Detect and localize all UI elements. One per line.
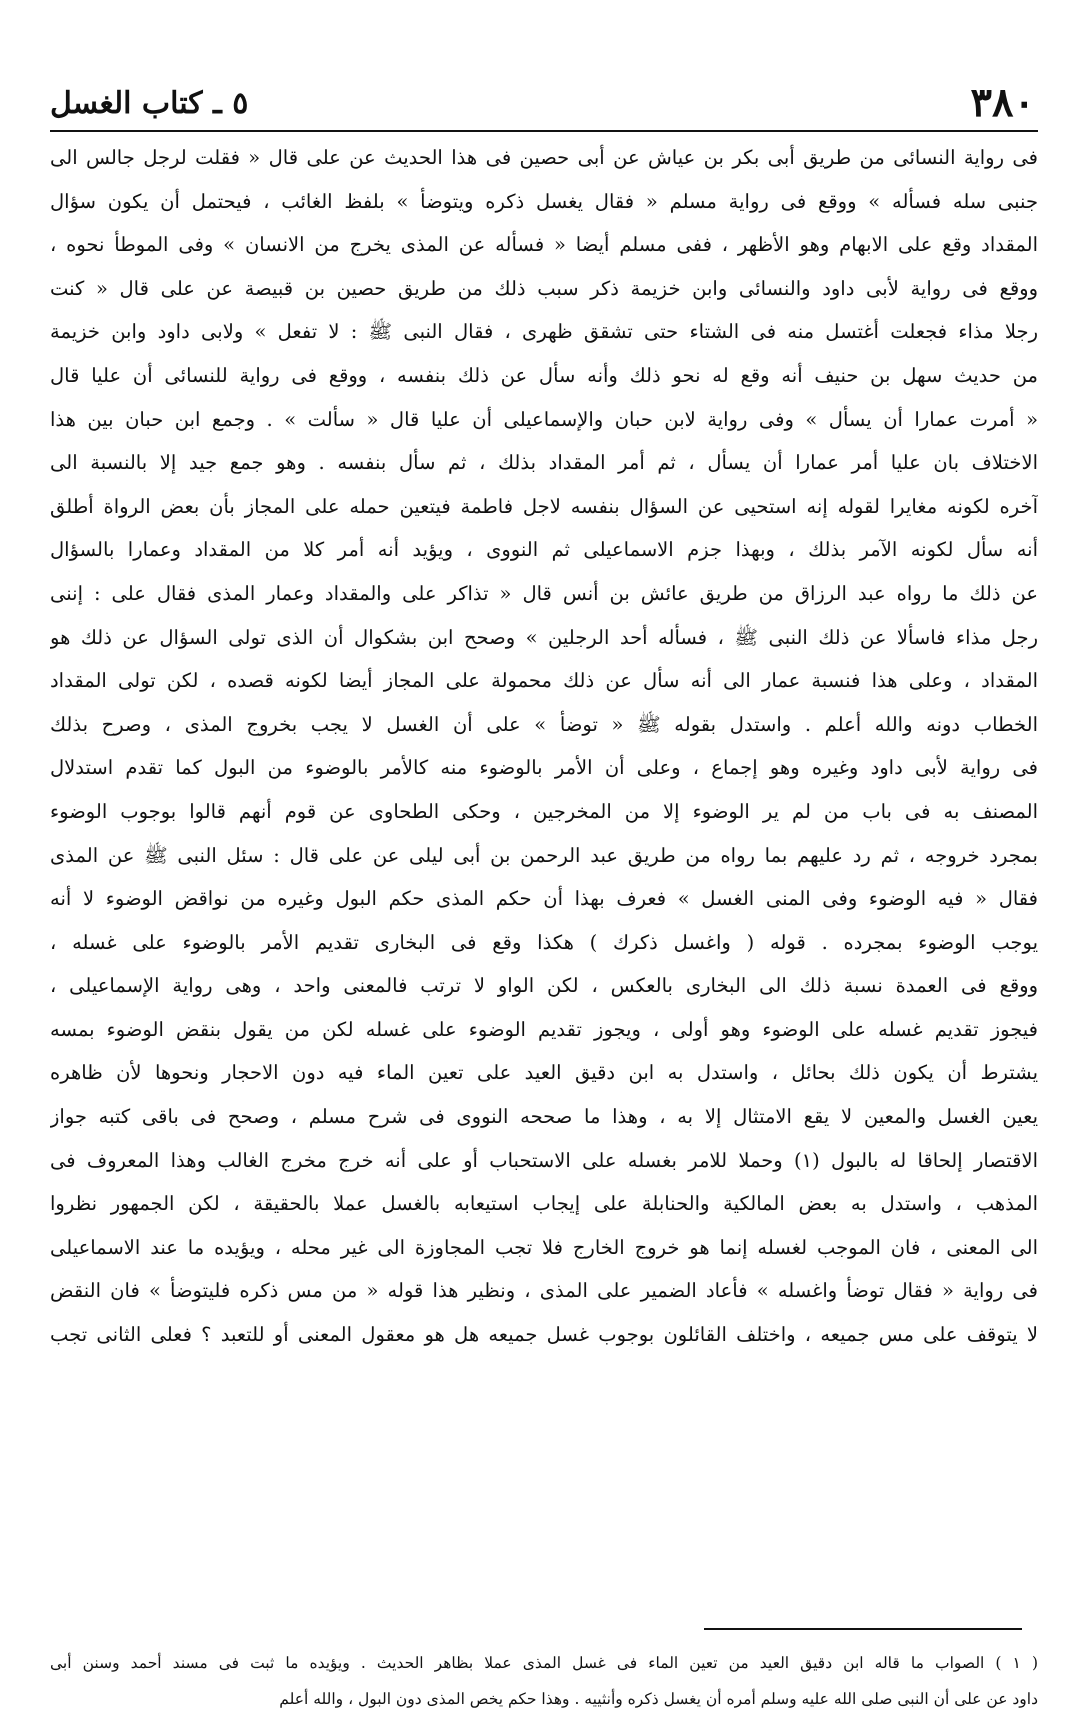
text-line: جنبى سله فسأله » ووقع فى رواية مسلم « فقال يغسل ذكره ويتوضأ » بلفظ الغائب ، فيحتمل أن يكون سؤال bbox=[50, 189, 1038, 213]
footnotes bbox=[50, 1645, 1038, 1717]
text-line: آخره لكونه مغايرا لقوله إنه استحيى عن السؤال بنفسه لاجل فاطمة فيتعين حمله على المجاز بأن بعض الرواة أطلق bbox=[50, 494, 1038, 518]
text-line: ووقع فى رواية لأبى داود والنسائى وابن خزيمة ذكر سبب ذلك من طريق حصين بن قبيصة عن على قال « كنت bbox=[50, 276, 1038, 300]
text-line: الى المعنى ، فان الموجب لغسله إنما هو خروج الخارج فلا تجب المجاوزة الى غير محله ، ويؤيده ما عند الاسماعيلى bbox=[50, 1235, 1038, 1259]
page-header bbox=[50, 78, 1035, 128]
text-line: رجلا مذاء فجعلت أغتسل منه فى الشتاء حتى تشقق ظهرى ، فقال النبى ﷺ : لا تفعل » ولابى داود وابن خزيمة bbox=[50, 320, 1038, 344]
text-line: بمجرد خروجه ، ثم رد عليهم بما رواه من طريق عبد الرحمن بن أبى ليلى عن على قال : سئل النبى ﷺ عن المذى bbox=[50, 843, 1038, 867]
footnote-line: داود عن على أن النبى صلى الله عليه وسلم أمره أن يغسل ذكره وأنثييه . وهذا حكم يخص المذى دون البول ، والله أعلم bbox=[279, 1690, 1038, 1708]
text-line: فى رواية لأبى داود وغيره وهو إجماع ، وعلى أن الأمر بالوضوء منه كالأمر بالوضوء من البول كما تقدم استدلال bbox=[50, 756, 1038, 780]
text-line: الاختلاف بان عليا أمر عمارا أن يسأل ، ثم أمر المقداد بذلك ، ثم سأل بنفسه . وهو جمع جيد إلا بالنسبة الى bbox=[50, 451, 1038, 475]
text-line: المذهب ، واستدل به بعض المالكية والحنابلة على إيجاب استيعابه بالغسل عملا بالحقيقة ، لكن الجمهور نظروا bbox=[50, 1192, 1038, 1216]
text-line: فيجوز تقديم غسله على الوضوء وهو أولى ، ويجوز تقديم الوضوء على غسله لكن من يقول بنقض الوضوء بمسه bbox=[50, 1017, 1038, 1041]
text-line: الخطاب دونه والله أعلم . واستدل بقوله ﷺ « توضأ » على أن الغسل لا يجب بخروج المذى ، وصرح بذلك bbox=[50, 712, 1038, 736]
text-line: المقداد ، وعلى هذا فنسبة عمار الى أنه سأل عن ذلك محمولة على المجاز أيضا لكونه قصده ، لكن تولى المقداد bbox=[50, 669, 1038, 693]
text-line: يعين الغسل والمعين لا يقع الامتثال إلا به ، وهذا ما صححه النووى فى شرح مسلم ، وصحح فى باقى كتبه جواز bbox=[50, 1105, 1038, 1129]
footnote-line: ( ١ ) الصواب ما قاله ابن دقيق العيد من تعين الماء فى غسل المذى عملا بظاهر الحديث . ويؤيده ما ثبت فى مسند أحمد وسنن أبى bbox=[50, 1654, 1038, 1672]
text-line: فى رواية النسائى من طريق أبى بكر بن عياش عن أبى حصين فى هذا الحديث عن على قال « فقلت لرجل جالس الى bbox=[50, 146, 1038, 169]
footnote-divider bbox=[704, 1628, 1022, 1630]
text-line: المقداد وقع على الابهام وهو الأظهر ، ففى مسلم أيضا « فسأله عن المذى يخرج من الانسان » وفى الموطأ نحوه ، bbox=[50, 233, 1038, 257]
text-line: أنه سأل لكونه الآمر بذلك ، وبهذا جزم الاسماعيلى ثم النووى ، ويؤيد أنه أمر كلا من المقداد وعمارا بالسؤال bbox=[50, 538, 1038, 562]
text-line: رجل مذاء فاسألا عن ذلك النبى ﷺ ، فسأله أحد الرجلين » وصحح ابن بشكوال أن الذى تولى السؤال عن ذلك هو bbox=[50, 625, 1038, 649]
text-line: عن ذلك ما رواه عبد الرزاق من طريق عائش بن أنس قال « تذاكر على والمقداد وعمار المذى فقال على : إننى bbox=[50, 581, 1038, 605]
chapter-title: ٥ ـ كتاب الغسل bbox=[50, 86, 249, 121]
text-line: ووقع فى العمدة نسبة ذلك الى البخارى بالعكس ، لكن الواو لا ترتب فالمعنى واحد ، وهى رواية الإسماعيلى ، bbox=[50, 974, 1038, 998]
text-line: « أمرت عمارا أن يسأل » وفى رواية لابن حبان والإسماعيلى أن عليا قال « سألت » . وجمع ابن حبان بين هذا bbox=[50, 407, 1038, 431]
text-line: لا يتوقف على مس جميعه ، واختلف القائلون بوجوب غسل جميعه هل هو معقول المعنى أو للتعبد ؟ فعلى الثانى تجب bbox=[50, 1323, 1038, 1347]
page-number: ٣٨٠ bbox=[970, 79, 1035, 126]
text-line: من حديث سهل بن حنيف أنه وقع له نحو ذلك وأنه سأل عن ذلك بنفسه ، ووقع فى رواية للنسائى أن عليا قال bbox=[50, 363, 1038, 387]
body-text bbox=[50, 136, 1038, 1357]
text-line: فى رواية « فقال توضأ واغسله » فأعاد الضمير على المذى ، ونظير هذا قوله « من مس ذكره فليتوضأ » فان النقض bbox=[50, 1279, 1038, 1303]
text-line: يشترط أن يكون ذلك بحائل ، واستدل به ابن دقيق العيد على تعين الماء فيه دون الاحجار ونحوها لأن ظاهره bbox=[50, 1061, 1038, 1085]
text-line: يوجب الوضوء بمجرده . قوله ( واغسل ذكرك ) هكذا وقع فى البخارى تقديم الأمر بالوضوء على غسله ، bbox=[50, 930, 1038, 954]
header-divider bbox=[50, 130, 1038, 132]
text-line: المصنف به فى باب من لم ير الوضوء إلا من المخرجين ، وحكى الطحاوى عن قوم أنهم قالوا بوجوب الوضوء bbox=[50, 799, 1038, 823]
text-line: فقال « فيه الوضوء وفى المنى الغسل » فعرف بهذا أن حكم المذى حكم البول وغيره من نواقض الوضوء لا أنه bbox=[50, 887, 1038, 911]
text-line: الاقتصار إلحاقا له بالبول (١) وحملا للامر بغسله على الاستحباب أو على أنه خرج مخرج الغالب وهذا المعروف فى bbox=[50, 1148, 1038, 1172]
